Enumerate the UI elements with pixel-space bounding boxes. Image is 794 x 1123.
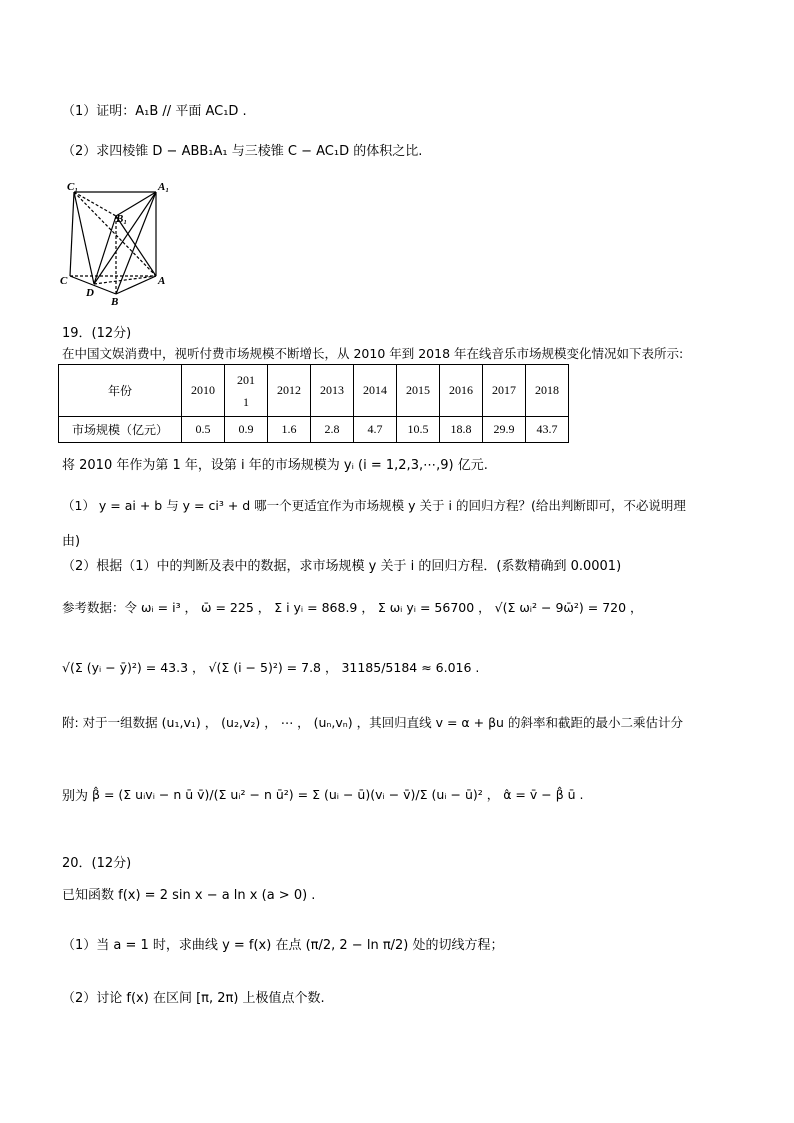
q19-part2: （2）根据（1）中的判断及表中的数据，求市场规模 y 关于 i 的回归方程．(系数精确到 0.0001) (62, 559, 622, 574)
table-cell: 2013 (311, 365, 354, 417)
table-cell: 0.9 (225, 417, 268, 443)
label-d: D (86, 287, 94, 299)
market-table (58, 364, 569, 443)
prism-figure (58, 178, 178, 308)
q19-part1-line2: 由) (62, 534, 81, 549)
q19-setup: 将 2010 年作为第 1 年，设第 i 年的市场规模为 yᵢ (i = 1,2,3,⋯,9) 亿元. (62, 458, 488, 473)
table-cell: 10.5 (397, 417, 440, 443)
label-c: C (60, 275, 68, 287)
table-cell: 2018 (526, 365, 569, 417)
q18-part2: （2）求四棱锥 D − ABB₁A₁ 与三棱锥 C − AC₁D 的体积之比. (62, 144, 423, 159)
label-b: B (111, 296, 119, 308)
q20-part1: （1）当 a = 1 时，求曲线 y = f(x) 在点 (π/2, 2 − ln π/2) 处的切线方程； (62, 938, 504, 953)
table-cell: 2012 (268, 365, 311, 417)
q19-appendix: 附: 对于一组数据 (u₁,v₁) ， (u₂,v₂) ， ⋯ ， (uₙ,vₙ) ，其回归直线 v = α + βu 的斜率和截距的最小二乘估计分 (62, 715, 683, 730)
table-header-size: 市场规模（亿元） (59, 417, 182, 443)
table-cell: 201 1 (225, 365, 268, 417)
table-cell: 0.5 (182, 417, 225, 443)
table-cell: 2016 (440, 365, 483, 417)
table-cell: 2015 (397, 365, 440, 417)
q19-intro: 在中国文娱消费中，视听付费市场规模不断增长，从 2010 年到 2018 年在线音乐市场规模变化情况如下表所示: (62, 346, 684, 361)
table-cell: 4.7 (354, 417, 397, 443)
q18-part1: （1）证明：A₁B // 平面 AC₁D . (62, 104, 247, 119)
q19-reference-line1: 参考数据：令 ωᵢ = i³ ， ω̄ = 225 ， Σ i yᵢ = 868.9 ， Σ ωᵢ yᵢ = 56700 ， √(Σ ωᵢ² − 9ω̄²) = 720 ， (62, 600, 643, 615)
q20-part2: （2）讨论 f(x) 在区间 [π, 2π) 上极值点个数. (62, 991, 325, 1006)
table-cell: 1.6 (268, 417, 311, 443)
table-cell: 2017 (483, 365, 526, 417)
table-cell: 2.8 (311, 417, 354, 443)
table-cell: 2014 (354, 365, 397, 417)
label-b1: B₁ (116, 213, 128, 225)
table-cell: 29.9 (483, 417, 526, 443)
formula-prefix: 别为 (62, 789, 89, 804)
table-row-values (59, 417, 569, 443)
least-squares-formula: β̂ = (Σ uᵢvᵢ − n ū v̄)/(Σ uᵢ² − n ū²) = Σ (uᵢ − ū)(vᵢ − v̄)/Σ (uᵢ − ū)² ， α̂ = v̄ − β̂ ū . (92, 787, 584, 802)
q19-header: 19．(12分) (62, 326, 132, 341)
label-a1: A₁ (158, 181, 170, 193)
q20-header: 20．(12分) (62, 856, 132, 871)
label-a: A (158, 275, 166, 287)
table-cell: 43.7 (526, 417, 569, 443)
table-row-years (59, 365, 569, 417)
q20-intro: 已知函数 f(x) = 2 sin x − a ln x (a > 0) . (62, 888, 316, 903)
table-cell: 2010 (182, 365, 225, 417)
label-c1: C₁ (67, 181, 79, 193)
table-header-year: 年份 (59, 365, 182, 417)
table-cell: 18.8 (440, 417, 483, 443)
q19-part1-line1: （1） y = ai + b 与 y = ci³ + d 哪一个更适宜作为市场规模 y 关于 i 的回归方程？(给出判断即可，不必说明理 (62, 498, 686, 513)
q19-reference-line2: √(Σ (yᵢ − ȳ)²) = 43.3 ， √(Σ (i − 5)²) = 7.8 ， 31185/5184 ≈ 6.016 . (62, 660, 480, 675)
